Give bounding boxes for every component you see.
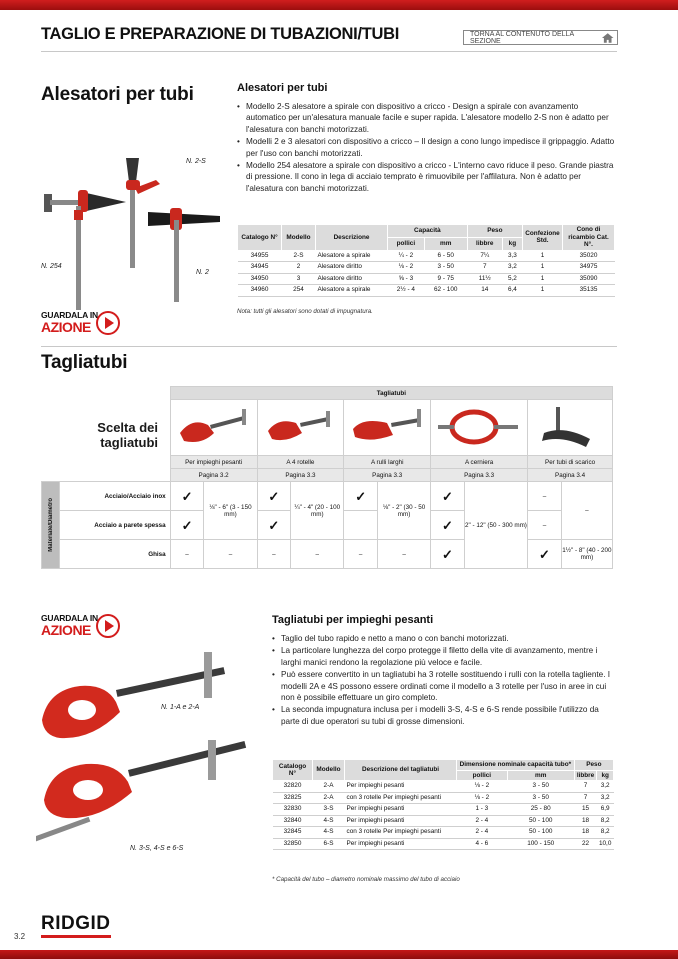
table-cell: 6,4: [502, 285, 522, 297]
table-row: [273, 781, 614, 793]
table-cell: 34955: [238, 250, 282, 262]
heavy-bullets: [272, 633, 618, 728]
table-cell: 1: [523, 262, 563, 274]
th-kg: kg: [502, 237, 522, 250]
cutter-heavy-image: [170, 400, 257, 456]
table-cell: 32830: [273, 804, 313, 816]
table-cell: 11½: [467, 273, 502, 285]
cutter-wide-roll-image: [344, 400, 431, 456]
table-cell: 3,2: [502, 262, 522, 274]
category-label: Per tubi di scarico: [528, 456, 613, 469]
cell-dash: –: [291, 540, 344, 569]
table-cell: 7: [467, 262, 502, 274]
table-cell: 35020: [563, 250, 615, 262]
th-mm: mm: [424, 237, 467, 250]
table-cell: Alesatore diritto: [316, 262, 388, 274]
table-cell: 34975: [563, 262, 615, 274]
table-cell: 100 - 150: [507, 838, 574, 850]
list-item: • La seconda impugnatura inclusa per i modelli 3-S, 4-S e 6-S rende possibile l'utilizzo da parte di due operatori su tubi di grosse dimensioni.: [272, 704, 618, 727]
list-item: • Taglio del tubo rapido e netto a mano o con banchi motorizzati.: [272, 633, 618, 644]
list-item: • Modelli 2 e 3 alesatori con dispositivo a cricco – Il design a cono lungo impedisce il grippaggio. Adatto per l'uso con banchi motorizzati.: [237, 136, 617, 159]
watch-line2: AZIONE: [41, 318, 91, 335]
side-label: Materiale/Diametro: [47, 498, 54, 552]
home-icon: [601, 32, 614, 44]
reamer-254: [44, 190, 126, 310]
reamers-heading: Alesatori per tubi: [41, 84, 194, 105]
table-cell: Per impieghi pesanti: [345, 804, 457, 816]
category-label: A 4 rotelle: [257, 456, 344, 469]
table-cell: ⅛ - 2: [457, 792, 508, 804]
table-cell: 3,2: [597, 781, 614, 793]
list-item: • Modello 2-S alesatore a spirale con dispositivo a cricco - Design a spirale con avanzamento automatico per un'alesatura manuale facile e super rapida. L'alesatore modello 2-S non è adatto per l'alesatura con banchi motorizzati.: [237, 101, 617, 135]
cell-mark: –: [344, 540, 378, 569]
table-cell: Per impieghi pesanti: [345, 838, 457, 850]
cell-dash: –: [204, 540, 257, 569]
table-cell: con 3 rotelle Per impieghi pesanti: [345, 827, 457, 839]
page-number: 3.2: [14, 932, 26, 941]
side-label-cell: [42, 482, 60, 569]
table-cell: 1 - 3: [457, 804, 508, 816]
reamers-bullets: [237, 101, 617, 195]
heavy-cutters-image: [36, 640, 266, 860]
cell-mark: [344, 511, 378, 540]
cutters-heading: Tagliatubi: [41, 352, 128, 373]
cell-mark: –: [170, 540, 204, 569]
table-cell: 4 - 6: [457, 838, 508, 850]
range-cell: 2" - 12" (50 - 300 mm): [464, 482, 527, 569]
cutter-4wheel-image: [257, 400, 344, 456]
table-cell: ⅝ - 3: [388, 273, 425, 285]
table-cell: 3 - 50: [507, 781, 574, 793]
page-ref: Pagina 3.2: [170, 469, 257, 482]
table-cell: 2 - 4: [457, 815, 508, 827]
th-inches: pollici: [388, 237, 425, 250]
table-cell: Alesatore diritto: [316, 273, 388, 285]
table-cell: 7: [574, 792, 597, 804]
heavy-cutters-table: [272, 759, 614, 850]
table-cell: 1: [523, 285, 563, 297]
play-icon[interactable]: [96, 311, 120, 335]
table-cell: 2-A: [313, 781, 345, 793]
table-row: [238, 285, 615, 297]
cutter-1a-image: [42, 652, 225, 738]
image-label: N. 1-A e 2-A: [161, 704, 200, 711]
table-cell: ⅛ - 2: [457, 781, 508, 793]
table-cell: 3-S: [313, 804, 345, 816]
table-row: [273, 827, 614, 839]
category-label: Per impieghi pesanti: [170, 456, 257, 469]
th-cone: Cono di ricambio Cat. N°.: [563, 225, 615, 251]
page-ref: Pagina 3.3: [257, 469, 344, 482]
table-cell: 62 - 100: [424, 285, 467, 297]
table-cell: 6,9: [597, 804, 614, 816]
cell-mark: ✓: [257, 482, 291, 511]
range-cell: ¼" - 4" (20 - 100 mm): [291, 482, 344, 540]
table-cell: ⅛ - 2: [388, 262, 425, 274]
cell-mark: –: [257, 540, 291, 569]
table-cell: 1: [523, 250, 563, 262]
th-size: Dimensione nominale capacità tubo*: [457, 760, 575, 771]
range-cell: –: [561, 482, 612, 540]
play-icon[interactable]: [96, 614, 120, 638]
table-cell: 22: [574, 838, 597, 850]
th-model: Modello: [282, 225, 316, 251]
table-cell: Alesatore a spirale: [316, 250, 388, 262]
table-cell: 32845: [273, 827, 313, 839]
top-red-bar: [0, 0, 678, 10]
th-pack: Confezione Std.: [523, 225, 563, 251]
table-cell: 6-S: [313, 838, 345, 850]
table-cell: 4-S: [313, 815, 345, 827]
row-label: Acciaio a parete spessa: [60, 511, 170, 540]
ridgid-logo: RIDGID: [41, 913, 111, 934]
table-cell: 10,0: [597, 838, 614, 850]
divider: [41, 346, 617, 347]
table-cell: 7¼: [467, 250, 502, 262]
cell-mark: ✓: [431, 482, 465, 511]
category-label: A cerniera: [431, 456, 528, 469]
image-label: N. 2-S: [186, 158, 206, 165]
table-cell: 50 - 100: [507, 815, 574, 827]
table-cell: 5,2: [502, 273, 522, 285]
table-cell: 32820: [273, 781, 313, 793]
table-cell: 18: [574, 815, 597, 827]
table-cell: con 3 rotelle Per impieghi pesanti: [345, 792, 457, 804]
th-desc: Descrizione: [316, 225, 388, 251]
th-model: Modello: [313, 760, 345, 781]
table-row: [238, 262, 615, 274]
bottom-red-bar: [0, 950, 678, 959]
table-cell: Per impieghi pesanti: [345, 781, 457, 793]
heavy-subheading: Tagliatubi per impieghi pesanti: [272, 614, 434, 626]
list-item: • Può essere convertito in un tagliatubi ha 3 rotelle sostituendo i rulli con la rotella tagliente. I modelli 2A e 4S possono essere ordinati come il modello a 3 rotelle per l'uso in aree in cui non è possibile effettuare un giro completo.: [272, 669, 618, 703]
th-weight: Peso: [574, 760, 613, 771]
th-catalog: Catalogo N°: [238, 225, 282, 251]
cell-mark: ✓: [431, 540, 465, 569]
table-cell: 15: [574, 804, 597, 816]
th-lbs: libbre: [467, 237, 502, 250]
cell-mark: ✓: [344, 482, 378, 511]
table-row: [238, 273, 615, 285]
row-label: Acciaio/Acciaio inox: [60, 482, 170, 511]
table-cell: 3: [282, 273, 316, 285]
back-to-section-button[interactable]: [463, 30, 618, 45]
watch-in-action-link[interactable]: [41, 614, 98, 637]
row-label: Ghisa: [60, 540, 170, 569]
selection-table: [41, 386, 613, 569]
table-row: [273, 815, 614, 827]
table-cell: 35090: [563, 273, 615, 285]
table-cell: 50 - 100: [507, 827, 574, 839]
th-lbs: libbre: [574, 770, 597, 781]
image-label: N. 254: [41, 263, 62, 270]
category-label: A rulli larghi: [344, 456, 431, 469]
table-cell: 9 - 75: [424, 273, 467, 285]
cell-mark: ✓: [170, 511, 204, 540]
table-cell: ¼ - 2: [388, 250, 425, 262]
table-cell: 18: [574, 827, 597, 839]
th-mm: mm: [507, 770, 574, 781]
table-cell: 254: [282, 285, 316, 297]
th-desc: Descrizione del tagliatubi: [345, 760, 457, 781]
table-cell: 8,2: [597, 827, 614, 839]
table-cell: 2½ - 4: [388, 285, 425, 297]
table-row: [238, 250, 615, 262]
cutter-drain-image: [528, 400, 613, 456]
cell-mark: ✓: [528, 540, 562, 569]
table-cell: 32825: [273, 792, 313, 804]
table-cell: 34945: [238, 262, 282, 274]
heavy-note: * Capacità del tubo – diametro nominale massimo del tubo di acciaio: [272, 876, 460, 883]
table-cell: Per impieghi pesanti: [345, 815, 457, 827]
th-kg: kg: [597, 770, 614, 781]
watch-line2: AZIONE: [41, 621, 91, 638]
list-item: • Modello 254 alesatore a spirale con dispositivo a cricco - L'interno cavo riduce il peso. Grande piastra di pressione. Il cono in lega di acciaio temprato è rimuovibile per l'affilatura. Non è adatto per l'alesatura con banchi motorizzati.: [237, 160, 617, 194]
th-weight: Peso: [467, 225, 522, 238]
table-cell: 14: [467, 285, 502, 297]
table-cell: 35135: [563, 285, 615, 297]
reamer-2: [148, 208, 220, 302]
table-cell: 32850: [273, 838, 313, 850]
table-row: [273, 792, 614, 804]
table-cell: 8,2: [597, 815, 614, 827]
range-cell: 1½" - 8" (40 - 200 mm): [561, 540, 612, 569]
th-inches: pollici: [457, 770, 508, 781]
watch-in-action-link[interactable]: [41, 311, 98, 334]
table-cell: 1: [523, 273, 563, 285]
cell-mark: –: [528, 511, 562, 540]
table-cell: 7: [574, 781, 597, 793]
table-row: [273, 804, 614, 816]
section-title: TAGLIO E PREPARAZIONE DI TUBAZIONI/TUBI: [41, 25, 400, 43]
page-ref: Pagina 3.3: [344, 469, 431, 482]
watch-line1: GUARDALA IN: [41, 613, 98, 623]
table-cell: 34950: [238, 273, 282, 285]
table-cell: Alesatore a spirale: [316, 285, 388, 297]
back-link-label: TORNA AL CONTENUTO DELLA SEZIONE: [470, 30, 574, 45]
table-cell: 4-S: [313, 827, 345, 839]
table-cell: 3 - 50: [424, 262, 467, 274]
table-cell: 2-A: [313, 792, 345, 804]
cell-mark: –: [528, 482, 562, 511]
image-label: N. 3-S, 4-S e 6-S: [130, 845, 184, 852]
cell-mark: ✓: [170, 482, 204, 511]
table-cell: 2 - 4: [457, 827, 508, 839]
table-cell: 2-S: [282, 250, 316, 262]
table-cell: 2: [282, 262, 316, 274]
range-cell: ⅛" - 6" (3 - 150 mm): [204, 482, 257, 540]
cell-mark: ✓: [257, 511, 291, 540]
selection-title: Scelta dei tagliatubi: [97, 420, 158, 450]
reamers-image: [38, 150, 228, 310]
reamers-table: [237, 224, 615, 297]
image-label: N. 2: [196, 269, 209, 276]
cell-mark: ✓: [431, 511, 465, 540]
page-ref: Pagina 3.4: [528, 469, 613, 482]
cutter-3s-image: [36, 740, 246, 842]
reamers-subheading: Alesatori per tubi: [237, 82, 328, 94]
th-capacity: Capacità: [388, 225, 468, 238]
table-cell: 3,3: [502, 250, 522, 262]
cell-dash: –: [378, 540, 431, 569]
th-catalog: Catalogo N°: [273, 760, 313, 781]
list-item: • La particolare lunghezza del corpo protegge il filetto della vite di avanzamento, mentre i larghi manici rendono la regolazione più veloce e facile.: [272, 645, 618, 668]
table-cell: 25 - 80: [507, 804, 574, 816]
reamers-note: Nota: tutti gli alesatori sono dotati di impugnatura.: [237, 308, 373, 315]
group-header: Tagliatubi: [170, 387, 612, 400]
table-cell: 32840: [273, 815, 313, 827]
table-cell: 34960: [238, 285, 282, 297]
divider: [41, 51, 617, 52]
range-cell: ⅛" - 2" (30 - 50 mm): [378, 482, 431, 540]
table-cell: 3 - 50: [507, 792, 574, 804]
table-row: [273, 838, 614, 850]
cutter-hinged-image: [431, 400, 528, 456]
page-ref: Pagina 3.3: [431, 469, 528, 482]
table-cell: 3,2: [597, 792, 614, 804]
watch-line1: GUARDALA IN: [41, 310, 98, 320]
table-cell: 6 - 50: [424, 250, 467, 262]
